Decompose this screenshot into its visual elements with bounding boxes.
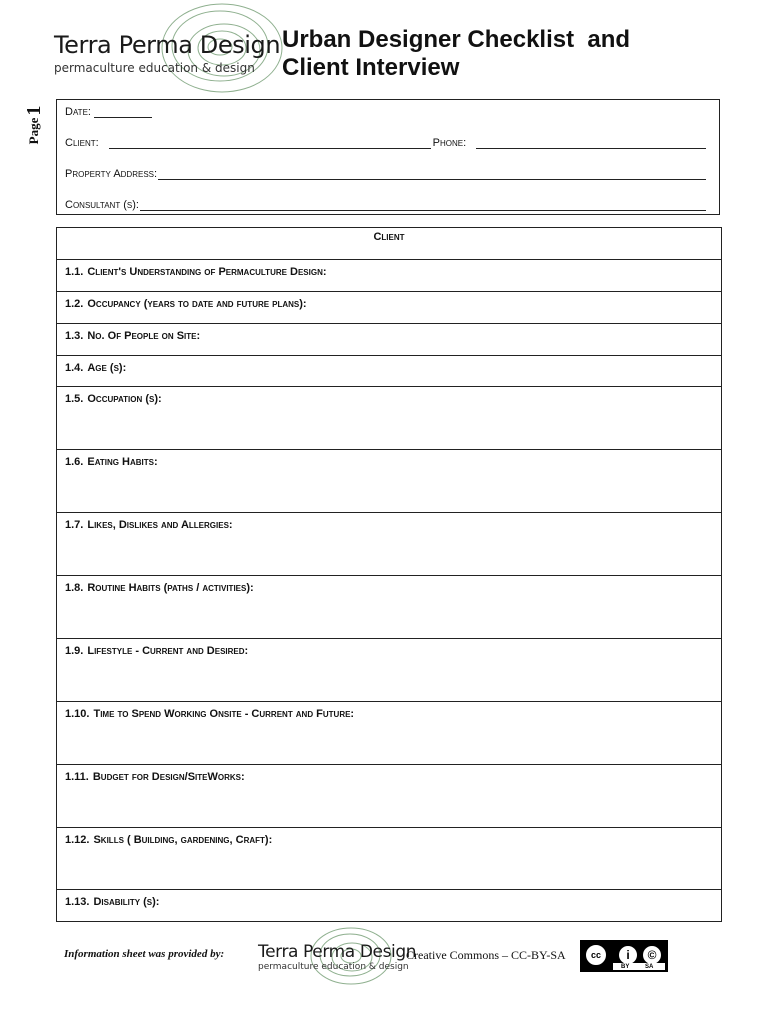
item-number: 1.1. xyxy=(65,266,84,278)
address-row xyxy=(65,164,706,180)
item-number: 1.5. xyxy=(65,393,84,405)
item-number: 1.6. xyxy=(65,456,84,468)
answer-cell[interactable] xyxy=(57,828,722,890)
date-row xyxy=(65,102,152,118)
license-text: Creative Commons – CC-BY-SA xyxy=(406,948,566,962)
document-title xyxy=(282,26,722,82)
client-row xyxy=(65,133,706,149)
answer-cell[interactable] xyxy=(57,324,722,356)
answer-cell[interactable] xyxy=(57,765,722,828)
table-row xyxy=(57,513,722,576)
table-row xyxy=(57,702,722,765)
phone-label: Phone: xyxy=(432,137,467,149)
answer-cell[interactable] xyxy=(57,639,722,702)
answer-cell[interactable] xyxy=(57,702,722,765)
title-line-2: Client Interview xyxy=(282,54,460,81)
consultant-label: Consultant (s): xyxy=(65,199,139,211)
date-field[interactable] xyxy=(94,105,152,118)
item-label: Lifestyle - Current and Desired: xyxy=(87,645,249,657)
answer-cell[interactable] xyxy=(57,260,722,292)
client-label: Client: xyxy=(65,137,99,149)
table-row xyxy=(57,356,722,387)
client-info-box xyxy=(56,99,720,215)
item-number: 1.8. xyxy=(65,582,84,594)
item-label: Skills ( Building, gardening, Craft): xyxy=(93,834,273,846)
item-number: 1.12. xyxy=(65,834,90,846)
item-label: Occupation (s): xyxy=(87,393,162,405)
table-row xyxy=(57,890,722,922)
footer-logo xyxy=(258,942,416,973)
cc-icon: cc xyxy=(584,943,608,967)
client-field[interactable] xyxy=(109,136,431,149)
page-number-label xyxy=(9,105,59,145)
item-label: Likes, Dislikes and Allergies: xyxy=(87,519,233,531)
client-section-heading: Client xyxy=(57,228,722,260)
date-label: Date: xyxy=(65,106,91,118)
item-number: 1.10. xyxy=(65,708,90,720)
item-number: 1.9. xyxy=(65,645,84,657)
footer-logo-title: Terra Perma Design xyxy=(258,942,417,962)
table-row xyxy=(57,324,722,356)
item-number: 1.4. xyxy=(65,362,84,374)
table-row xyxy=(57,260,722,292)
by-label: BY xyxy=(621,964,630,970)
table-row xyxy=(57,450,722,513)
logo-subtitle: permaculture education & design xyxy=(54,61,255,75)
phone-field[interactable] xyxy=(476,136,706,149)
client-checklist-table xyxy=(56,227,722,922)
answer-cell[interactable] xyxy=(57,513,722,576)
header-logo xyxy=(54,30,284,76)
table-row xyxy=(57,828,722,890)
item-number: 1.3. xyxy=(65,330,84,342)
answer-cell[interactable] xyxy=(57,450,722,513)
share-alike-icon: © xyxy=(641,944,663,966)
item-label: Routine Habits (paths / activities): xyxy=(87,582,254,594)
table-row xyxy=(57,387,722,450)
item-label: Time to Spend Working Onsite - Current and Future: xyxy=(93,708,355,720)
item-number: 1.2. xyxy=(65,298,84,310)
table-header-row xyxy=(57,228,722,260)
page-label: Page xyxy=(26,117,41,145)
item-number: 1.13. xyxy=(65,896,90,908)
answer-cell[interactable] xyxy=(57,356,722,387)
property-address-field[interactable] xyxy=(158,167,706,180)
consultant-row xyxy=(65,195,706,211)
item-number: 1.7. xyxy=(65,519,84,531)
table-row xyxy=(57,576,722,639)
consultant-field[interactable] xyxy=(140,198,706,211)
item-label: Client's Understanding of Permaculture Design: xyxy=(87,266,327,278)
item-label: Age (s): xyxy=(87,362,127,374)
answer-cell[interactable] xyxy=(57,292,722,324)
logo-title: Terra Perma Design xyxy=(54,31,281,59)
answer-cell[interactable] xyxy=(57,576,722,639)
table-row xyxy=(57,765,722,828)
item-label: Occupancy (years to date and future plans): xyxy=(87,298,307,310)
footer xyxy=(62,936,672,986)
sa-label: SA xyxy=(645,964,654,970)
property-address-label: Property Address: xyxy=(65,168,158,180)
table-row xyxy=(57,292,722,324)
attribution-icon: i xyxy=(617,944,639,966)
provided-by-text: Information sheet was provided by: xyxy=(64,948,225,960)
title-line-1: Urban Designer Checklist and xyxy=(282,26,631,53)
item-label: Eating Habits: xyxy=(87,456,158,468)
page-number: 1 xyxy=(22,105,45,116)
table-row xyxy=(57,639,722,702)
answer-cell[interactable] xyxy=(57,890,722,922)
cc-by-sa-badge-icon xyxy=(580,940,668,972)
item-label: Disability (s): xyxy=(93,896,160,908)
footer-logo-subtitle: permaculture education & design xyxy=(258,962,409,972)
item-number: 1.11. xyxy=(65,771,89,783)
item-label: No. Of People on Site: xyxy=(87,330,201,342)
answer-cell[interactable] xyxy=(57,387,722,450)
item-label: Budget for Design/SiteWorks: xyxy=(92,771,245,783)
